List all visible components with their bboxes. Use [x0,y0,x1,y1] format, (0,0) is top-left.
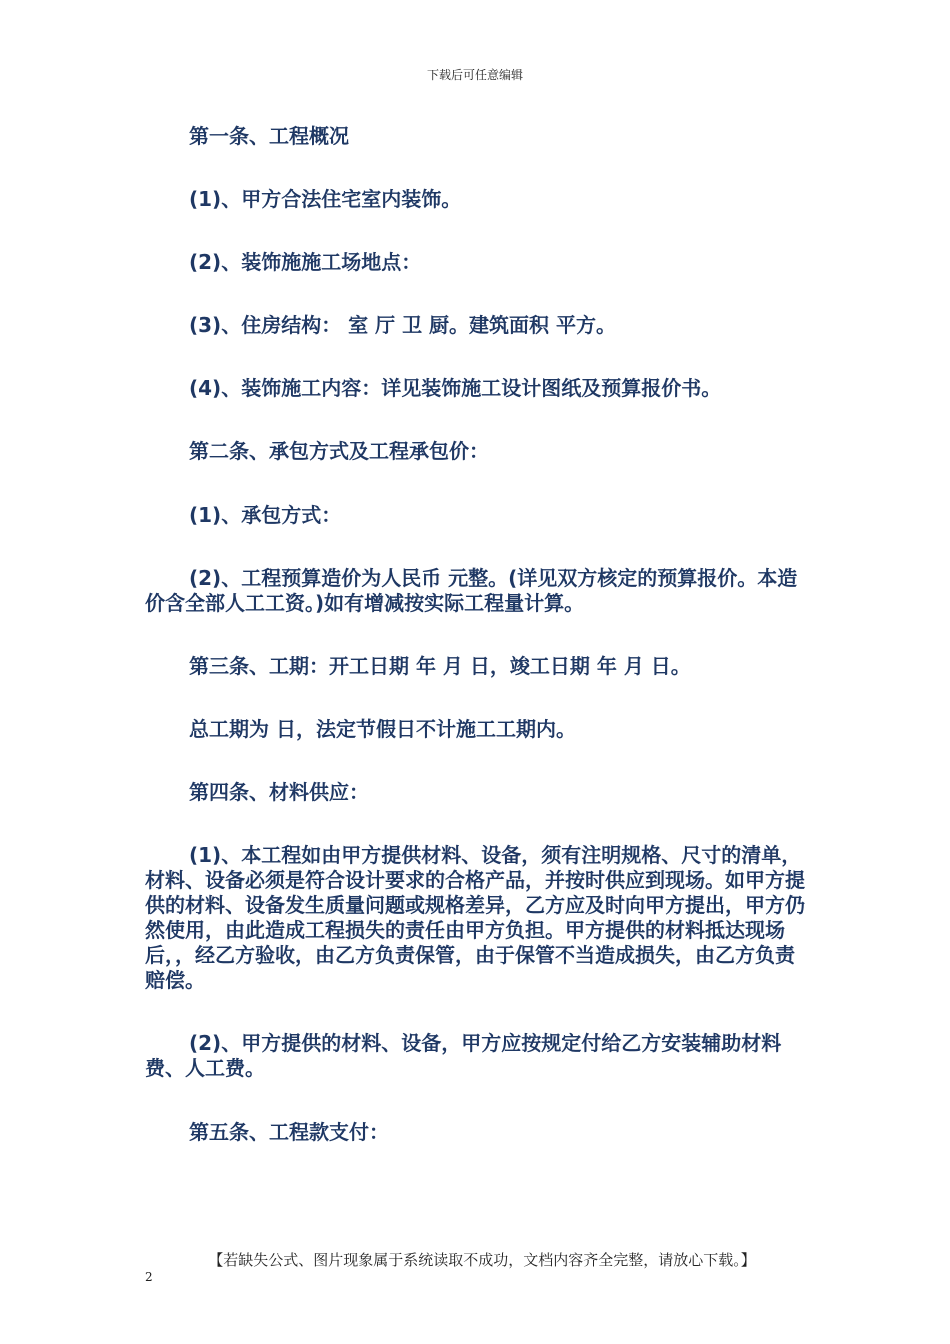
article-2-heading: 第二条、承包方式及工程承包价： [189,439,489,463]
page-number: 2 [145,1270,153,1284]
page-header: 下载后可任意编辑 [426,68,523,82]
article-3-total-period: 总工期为 日，法定节假日不计施工工期内。 [189,717,576,741]
article-2-item-1: (1)、承包方式： [189,503,342,527]
article-4-item-1: (1)、本工程如由甲方提供材料、设备，须有注明规格、尺寸的清单，材料、设备必须是符合设计要求的合格产品，并按时供应到现场。如甲方提供的材料、设备发生质量问题或规格差异，乙方应及时向甲方提出，甲方仍然使用，由此造成工程损失的责任由甲方负担。甲方提供的材料抵达现场后，，经乙方验收，由乙方负责保管，由于保管不当造成损失，由乙方负责赔偿。 [145,843,805,992]
footer-notice: 【若缺失公式、图片现象属于系统读取不成功，文档内容齐全完整，请放心下载。】 [208,1251,756,1269]
article-1-item-1: (1)、甲方合法住宅室内装饰。 [189,187,462,211]
article-2-item-2: (2)、工程预算造价为人民币 元整。(详见双方核定的预算报价。本造价含全部人工工资。)如有增减按实际工程量计算。 [145,566,798,615]
article-1-item-4: (4)、装饰施工内容：详见装饰施工设计图纸及预算报价书。 [189,376,722,400]
article-1-item-2: (2)、装饰施施工场地点： [189,250,422,274]
article-5-heading: 第五条、工程款支付： [189,1120,389,1144]
article-1-heading: 第一条、工程概况 [189,124,349,148]
article-3-heading: 第三条、工期：开工日期 年 月 日，竣工日期 年 月 日。 [189,654,691,678]
article-4-heading: 第四条、材料供应： [189,780,369,804]
article-1-item-3: (3)、住房结构： 室 厅 卫 厨。建筑面积 平方。 [189,313,617,337]
article-4-item-2: (2)、甲方提供的材料、设备，甲方应按规定付给乙方安装辅助材料费、人工费。 [145,1031,782,1080]
